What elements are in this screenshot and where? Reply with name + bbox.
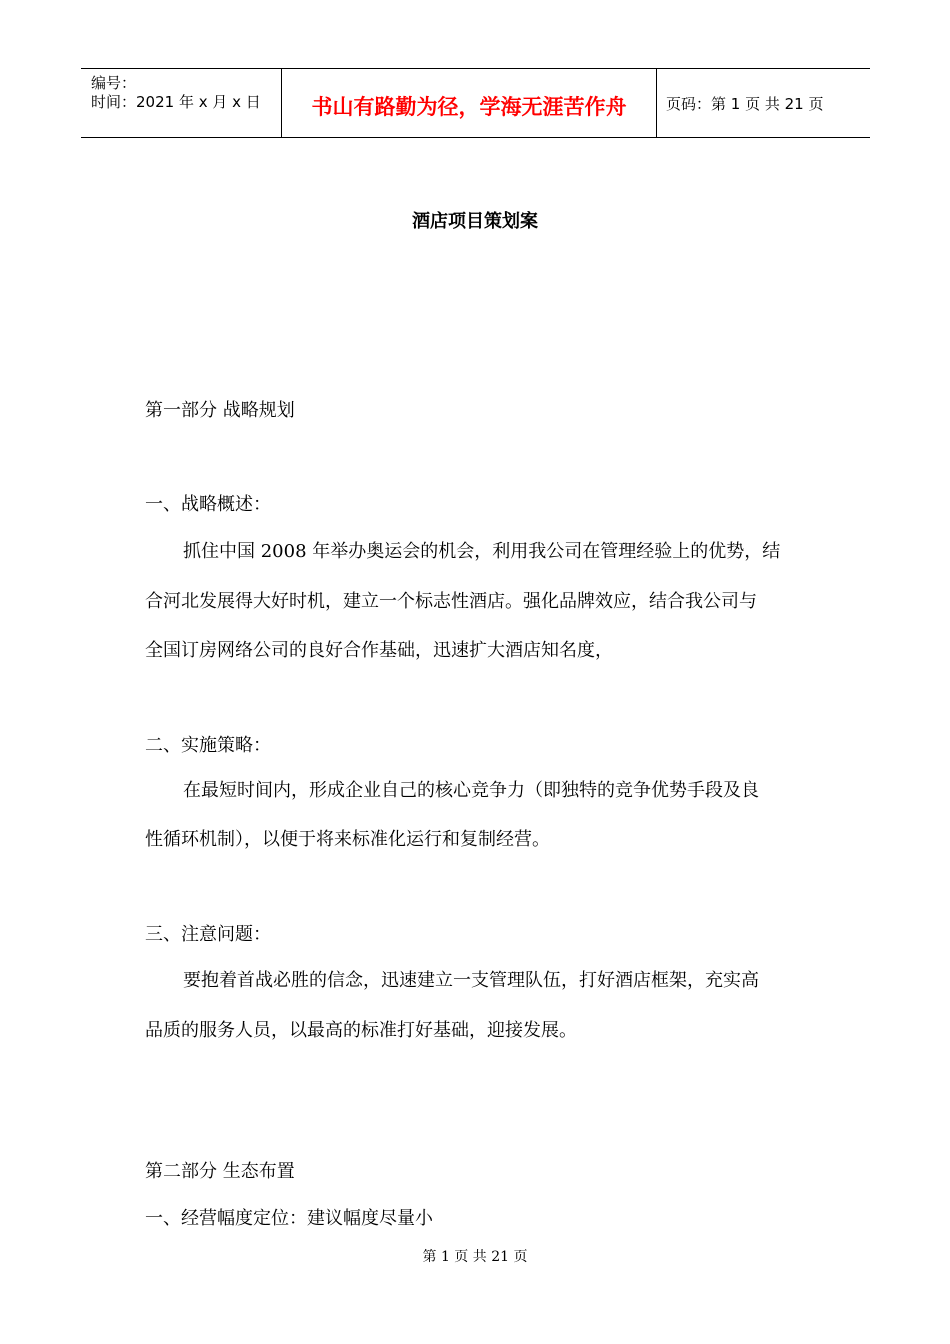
document-time-label: 时间：2021 年 x 月 x 日 <box>91 93 261 111</box>
paragraph-line: 抓住中国 2008 年举办奥运会的机会，利用我公司在管理经验上的优势，结 <box>183 541 781 562</box>
header-page-info: 页码：第 1 页 共 21 页 <box>666 95 824 113</box>
document-header <box>81 68 870 138</box>
paragraph-line: 合河北发展得大好时机，建立一个标志性酒店。强化品牌效应，结合我公司与 <box>145 591 757 612</box>
paragraph-line: 要抱着首战必胜的信念，迅速建立一支管理队伍，打好酒店框架，充实高 <box>183 970 759 991</box>
section-heading: 一、经营幅度定位：建议幅度尽量小 <box>145 1208 433 1229</box>
paragraph-line: 性循环机制），以便于将来标准化运行和复制经营。 <box>145 829 550 850</box>
section-heading: 二、实施策略： <box>145 735 271 756</box>
document-title: 酒店项目策划案 <box>412 211 538 232</box>
header-motto: 书山有路勤为径，学海无涯苦作舟 <box>311 95 627 119</box>
section-heading: 一、战略概述： <box>145 494 271 515</box>
page-footer: 第 1 页 共 21 页 <box>422 1249 528 1265</box>
document-number-label: 编号： <box>91 74 137 92</box>
part-heading: 第一部分 战略规划 <box>145 400 295 421</box>
paragraph-line: 全国订房网络公司的良好合作基础，迅速扩大酒店知名度， <box>145 640 613 661</box>
paragraph-line: 品质的服务人员，以最高的标准打好基础，迎接发展。 <box>145 1020 577 1041</box>
paragraph-line: 在最短时间内，形成企业自己的核心竞争力（即独特的竞争优势手段及良 <box>183 780 759 801</box>
header-page-cell <box>656 69 870 137</box>
part-heading: 第二部分 生态布置 <box>145 1161 295 1182</box>
header-meta-cell <box>81 69 281 137</box>
section-heading: 三、注意问题： <box>145 924 271 945</box>
header-motto-cell <box>281 69 657 137</box>
